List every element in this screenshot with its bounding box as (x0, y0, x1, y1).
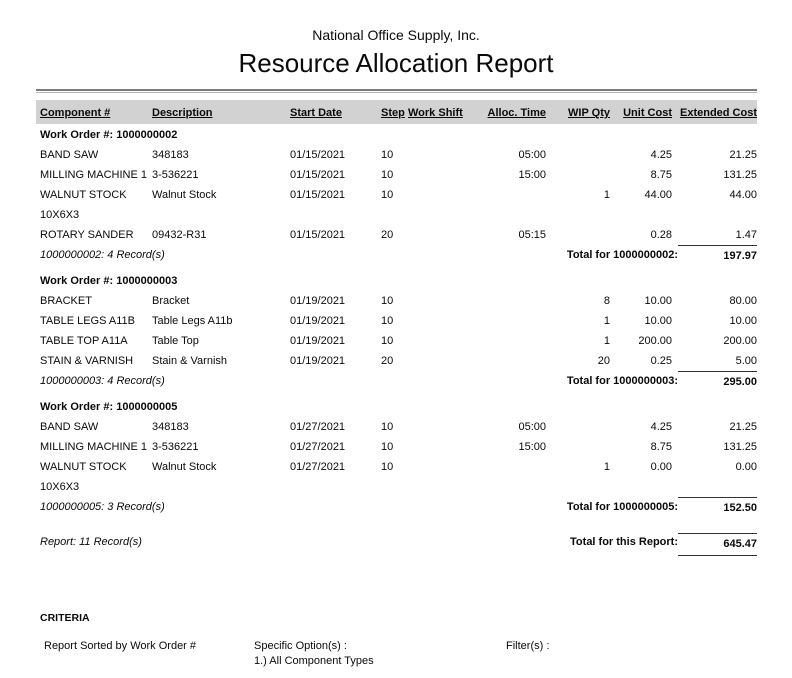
cell-component: STAIN & VARNISH (40, 355, 134, 367)
report-footer (36, 532, 757, 556)
cell-step: 20 (381, 355, 394, 367)
group-total-value: 152.50 (678, 497, 757, 518)
cell-step: 10 (381, 189, 394, 201)
table-row (36, 291, 757, 311)
table-row (36, 225, 757, 245)
cell-unit-cost: 10.00 (644, 315, 672, 327)
cell-start-date: 01/15/2021 (290, 229, 346, 241)
cell-step: 20 (381, 229, 394, 241)
column-header-extended-cost: Extended Cost (679, 107, 757, 119)
group-footer (36, 371, 757, 392)
cell-extended-cost: 131.25 (723, 441, 757, 453)
group-total-value: 295.00 (678, 371, 757, 392)
cell-extended-cost: 21.25 (729, 149, 757, 161)
cell-description: Table Legs A11b (152, 315, 233, 327)
cell-unit-cost: 0.00 (650, 461, 672, 473)
table-row (36, 351, 757, 371)
table-row (36, 165, 757, 185)
work-order-group (36, 124, 757, 266)
cell-extended-cost: 21.25 (729, 421, 757, 433)
table-row (36, 457, 757, 497)
group-record-count: 1000000003: 4 Record(s) (40, 375, 165, 387)
cell-component: WALNUT STOCK 10X6X3 (40, 461, 127, 493)
cell-wip-qty: 1 (603, 335, 610, 347)
cell-component: BRACKET (40, 295, 92, 307)
cell-description: 348183 (152, 421, 189, 433)
table-row (36, 145, 757, 165)
cell-wip-qty: 1 (603, 189, 610, 201)
cell-work-shift (406, 185, 466, 225)
cell-wip-qty (546, 437, 610, 457)
cell-extended-cost: 5.00 (735, 355, 757, 367)
cell-alloc-time (466, 185, 546, 225)
cell-description: 348183 (152, 149, 189, 161)
cell-alloc-time: 15:00 (518, 169, 546, 181)
cell-start-date: 01/27/2021 (290, 461, 346, 473)
cell-extended-cost: 200.00 (723, 335, 757, 347)
cell-wip-qty (546, 145, 610, 165)
cell-work-shift (406, 331, 466, 351)
cell-extended-cost: 80.00 (729, 295, 757, 307)
cell-component: MILLING MACHINE 1 (40, 441, 147, 453)
cell-step: 10 (381, 421, 394, 433)
cell-extended-cost: 0.00 (735, 461, 757, 473)
cell-unit-cost: 10.00 (644, 295, 672, 307)
cell-start-date: 01/27/2021 (290, 441, 346, 453)
work-order-label: Work Order #: 1000000002 (40, 129, 178, 141)
table-row (36, 331, 757, 351)
cell-alloc-time (466, 351, 546, 371)
cell-wip-qty: 1 (603, 315, 610, 327)
criteria-sorted-by: Report Sorted by Work Order # (44, 640, 197, 652)
group-total-value: 197.97 (678, 245, 757, 266)
group-total-label: Total for 1000000002: (566, 249, 678, 261)
table-header-row (36, 100, 757, 124)
table-row (36, 437, 757, 457)
cell-start-date: 01/19/2021 (290, 295, 346, 307)
cell-description: Stain & Varnish (152, 355, 228, 367)
column-header-component: Component # (40, 107, 111, 119)
column-header-work-shift: Work Shift (408, 107, 463, 119)
column-header-wip-qty: WIP Qty (568, 107, 610, 119)
cell-component: WALNUT STOCK 10X6X3 (40, 189, 127, 221)
group-total-label: Total for 1000000005: (566, 501, 678, 513)
cell-work-shift (406, 437, 466, 457)
column-header-step: Step (381, 107, 405, 119)
cell-work-shift (406, 311, 466, 331)
group-total-label: Total for 1000000003: (566, 375, 678, 387)
cell-unit-cost: 44.00 (644, 189, 672, 201)
group-footer (36, 497, 757, 518)
column-header-alloc-time: Alloc. Time (487, 107, 546, 119)
cell-description: Table Top (152, 335, 199, 347)
cell-wip-qty: 1 (603, 461, 610, 473)
report-total-value: 645.47 (678, 533, 757, 556)
cell-work-shift (406, 165, 466, 185)
cell-alloc-time: 05:00 (518, 149, 546, 161)
cell-description: Bracket (152, 295, 190, 307)
cell-unit-cost: 0.28 (650, 229, 672, 241)
cell-description: 3-536221 (152, 441, 199, 453)
cell-unit-cost: 8.75 (650, 169, 672, 181)
cell-wip-qty: 8 (603, 295, 610, 307)
company-name: National Office Supply, Inc. (312, 27, 480, 43)
cell-extended-cost: 1.47 (735, 229, 757, 241)
cell-step: 10 (381, 461, 394, 473)
cell-description: 09432-R31 (152, 229, 207, 241)
cell-start-date: 01/15/2021 (290, 169, 346, 181)
cell-work-shift (406, 351, 466, 371)
cell-extended-cost: 131.25 (723, 169, 757, 181)
cell-work-shift (406, 225, 466, 245)
table-row (36, 417, 757, 437)
report-record-count: Report: 11 Record(s) (40, 536, 142, 548)
cell-unit-cost: 0.25 (650, 355, 672, 367)
criteria-section (36, 612, 757, 669)
cell-component: MILLING MACHINE 1 (40, 169, 147, 181)
header-divider (36, 89, 757, 93)
cell-start-date: 01/19/2021 (290, 355, 346, 367)
work-order-label: Work Order #: 1000000003 (40, 275, 178, 287)
work-order-label: Work Order #: 1000000005 (40, 401, 178, 413)
cell-unit-cost: 8.75 (650, 441, 672, 453)
column-header-unit-cost: Unit Cost (623, 107, 672, 119)
cell-extended-cost: 10.00 (729, 315, 757, 327)
group-record-count: 1000000002: 4 Record(s) (40, 249, 165, 261)
cell-wip-qty: 20 (597, 355, 610, 367)
cell-wip-qty (546, 417, 610, 437)
cell-alloc-time (466, 457, 546, 497)
cell-component: TABLE LEGS A11B (40, 315, 135, 327)
cell-alloc-time: 15:00 (518, 441, 546, 453)
cell-description: Walnut Stock (152, 461, 217, 473)
cell-description: Walnut Stock (152, 189, 217, 201)
filters-label: Filter(s) : (506, 640, 550, 652)
column-header-start-date: Start Date (290, 107, 342, 119)
cell-step: 10 (381, 169, 394, 181)
work-order-group (36, 270, 757, 392)
group-footer (36, 245, 757, 266)
column-header-description: Description (152, 107, 213, 119)
cell-alloc-time (466, 331, 546, 351)
page-title: Resource Allocation Report (238, 48, 554, 78)
cell-extended-cost: 44.00 (729, 189, 757, 201)
cell-alloc-time: 05:00 (518, 421, 546, 433)
cell-start-date: 01/15/2021 (290, 149, 346, 161)
table-body (36, 124, 757, 518)
work-order-group (36, 396, 757, 518)
cell-wip-qty (546, 225, 610, 245)
cell-unit-cost: 4.25 (650, 149, 672, 161)
cell-start-date: 01/19/2021 (290, 315, 346, 327)
cell-component: BAND SAW (40, 421, 99, 433)
cell-start-date: 01/19/2021 (290, 335, 346, 347)
report-total-label: Total for this Report: (570, 536, 678, 548)
cell-start-date: 01/15/2021 (290, 189, 346, 201)
cell-alloc-time (466, 311, 546, 331)
cell-alloc-time (466, 291, 546, 311)
cell-work-shift (406, 417, 466, 437)
specific-option-1: 1.) All Component Types (254, 655, 374, 667)
cell-step: 10 (381, 149, 394, 161)
cell-component: BAND SAW (40, 149, 99, 161)
cell-work-shift (406, 291, 466, 311)
cell-work-shift (406, 145, 466, 165)
cell-wip-qty (546, 165, 610, 185)
cell-step: 10 (381, 295, 394, 307)
cell-description: 3-536221 (152, 169, 199, 181)
cell-start-date: 01/27/2021 (290, 421, 346, 433)
table-row (36, 311, 757, 331)
cell-step: 10 (381, 441, 394, 453)
specific-options-label: Specific Option(s) : (254, 640, 347, 652)
report-header (0, 0, 792, 79)
cell-unit-cost: 4.25 (650, 421, 672, 433)
criteria-heading: CRITERIA (40, 612, 90, 624)
table-row (36, 185, 757, 225)
group-record-count: 1000000005: 3 Record(s) (40, 501, 165, 513)
cell-unit-cost: 200.00 (638, 335, 672, 347)
cell-alloc-time: 05:15 (518, 229, 546, 241)
cell-step: 10 (381, 335, 394, 347)
cell-component: ROTARY SANDER (40, 229, 134, 241)
cell-component: TABLE TOP A11A (40, 335, 128, 347)
cell-step: 10 (381, 315, 394, 327)
criteria-row (36, 639, 757, 669)
cell-work-shift (406, 457, 466, 497)
criteria-specific-options (254, 639, 506, 669)
